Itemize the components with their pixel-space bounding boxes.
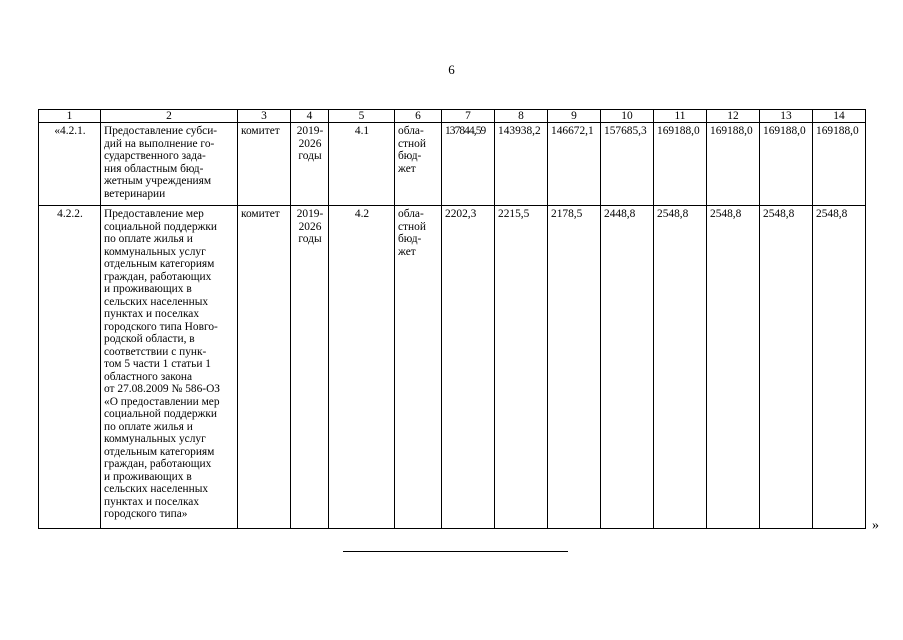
column-header: 1 — [39, 110, 101, 123]
row-executor: комитет — [238, 123, 291, 206]
column-header: 13 — [760, 110, 813, 123]
description-line: областного закона — [104, 370, 193, 383]
row-period — [291, 123, 329, 206]
row-source — [395, 206, 442, 529]
description-line: жетным учреждениям — [104, 175, 212, 187]
row-code: «4.2.1. — [39, 123, 101, 206]
description-line: соответствии с пунк- — [104, 345, 207, 358]
column-header: 8 — [495, 110, 548, 123]
column-header: 12 — [707, 110, 760, 123]
source-line: обла- — [398, 125, 424, 137]
value-cell: 169188,0 — [813, 123, 866, 206]
header-row — [39, 110, 866, 123]
description-line: дий на выполнение го- — [104, 137, 215, 150]
column-header: 11 — [654, 110, 707, 123]
column-header: 5 — [329, 110, 395, 123]
description-line: родской области, в — [104, 333, 195, 345]
value-cell: 2548,8 — [707, 206, 760, 529]
description-line: по оплате жилья и — [104, 233, 193, 245]
description-line: городского типа» — [104, 508, 188, 520]
period-line: 2019- — [296, 125, 324, 137]
description-line: отдельным категориям — [104, 258, 215, 270]
budget-table — [38, 109, 866, 529]
description-line: отдельным категориям — [104, 445, 215, 458]
column-header: 2 — [101, 110, 238, 123]
page-number: 6 — [448, 62, 455, 77]
description-line: и проживающих в — [104, 283, 192, 295]
value-cell: 2548,8 — [813, 206, 866, 529]
description-line: Предоставление мер — [104, 208, 204, 220]
value-cell: 146672,1 — [548, 123, 601, 206]
description-line: сударственного зада- — [104, 150, 206, 162]
description-line: том 5 части 1 статьи 1 — [104, 358, 211, 370]
row-description — [101, 206, 238, 529]
value-cell: 2448,8 — [601, 206, 654, 529]
value-cell: 2178,5 — [548, 206, 601, 529]
value-cell: 157685,3 — [601, 123, 654, 206]
source-line: жет — [398, 162, 416, 175]
table-row — [39, 206, 866, 529]
value-cell: 2548,8 — [760, 206, 813, 529]
bottom-divider — [343, 551, 568, 552]
description-line: коммунальных услуг — [104, 433, 206, 445]
value-cell: 143938,2 — [495, 123, 548, 206]
description-line: и проживающих в — [104, 470, 192, 483]
column-header: 14 — [813, 110, 866, 123]
row-description — [101, 123, 238, 206]
period-line: 2019- — [296, 208, 324, 220]
column-header: 7 — [442, 110, 495, 123]
row-code: 4.2.2. — [39, 206, 101, 529]
period-line: годы — [298, 150, 322, 162]
value-cell — [442, 123, 495, 206]
column-header: 6 — [395, 110, 442, 123]
description-line: пунктах и поселках — [104, 308, 200, 320]
description-line: ния областным бюд- — [104, 162, 204, 175]
period-line: 2026 — [298, 220, 322, 233]
source-line: стной — [398, 220, 426, 233]
row-target: 4.1 — [329, 123, 395, 206]
row-source — [395, 123, 442, 206]
value-cell: 2548,8 — [654, 206, 707, 529]
value-cell: 169188,0 — [707, 123, 760, 206]
description-line: социальной поддержки — [104, 220, 218, 233]
period-line: 2026 — [298, 137, 322, 150]
row-period — [291, 206, 329, 529]
description-line: сельских населенных — [104, 483, 209, 495]
column-header: 3 — [238, 110, 291, 123]
source-line: жет — [398, 245, 416, 258]
description-line: граждан, работающих — [104, 270, 212, 283]
row-executor: комитет — [238, 206, 291, 529]
period-line: годы — [298, 233, 322, 245]
closing-quote: » — [872, 518, 879, 533]
table-row — [39, 123, 866, 206]
description-line: пунктах и поселках — [104, 495, 200, 508]
column-header: 9 — [548, 110, 601, 123]
description-line: коммунальных услуг — [104, 245, 206, 258]
value-cell: 169188,0 — [760, 123, 813, 206]
column-header: 4 — [291, 110, 329, 123]
source-line: стной — [398, 137, 426, 150]
value-text: 137844,59 — [445, 125, 486, 137]
source-line: бюд- — [398, 233, 422, 245]
value-cell: 169188,0 — [654, 123, 707, 206]
source-line: обла- — [398, 208, 424, 220]
value-cell: 2215,5 — [495, 206, 548, 529]
description-line: городского типа Новго- — [104, 320, 218, 333]
description-line: ветеринарии — [104, 187, 166, 200]
description-line: граждан, работающих — [104, 458, 212, 470]
description-line: по оплате жилья и — [104, 420, 193, 433]
source-line: бюд- — [398, 150, 422, 162]
description-line: социальной поддержки — [104, 408, 218, 420]
column-header: 10 — [601, 110, 654, 123]
row-target: 4.2 — [329, 206, 395, 529]
description-line: от 27.08.2009 № 586-ОЗ — [104, 383, 221, 395]
value-cell: 2202,3 — [442, 206, 495, 529]
description-line: Предоставление субси- — [104, 125, 218, 137]
description-line: «О предоставлении мер — [104, 395, 220, 408]
description-line: сельских населенных — [104, 295, 209, 308]
